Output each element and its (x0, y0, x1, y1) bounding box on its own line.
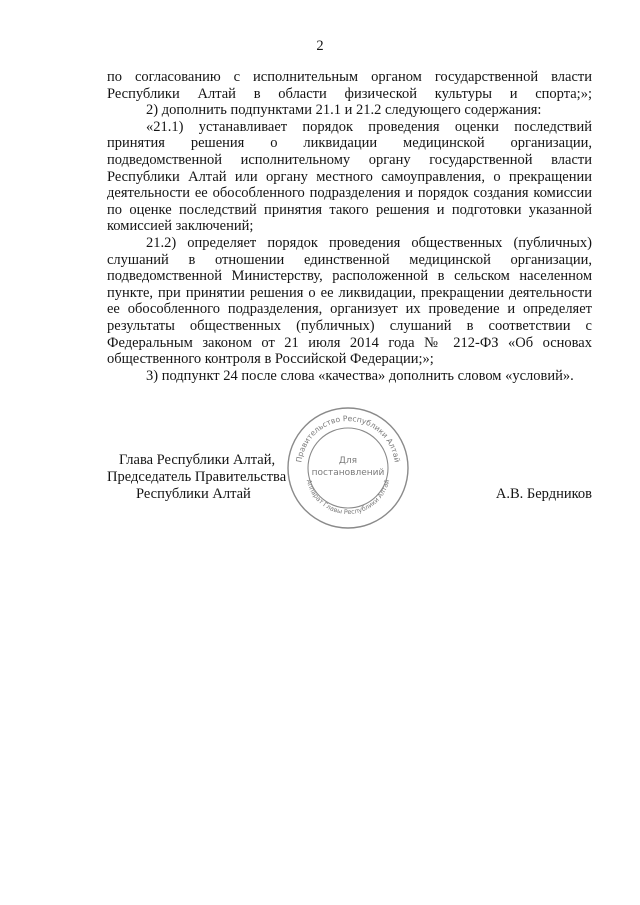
paragraph-item-2: 2) дополнить подпунктами 21.1 и 21.2 следующего содержания: (146, 102, 542, 119)
paragraph-item-3: 3) подпункт 24 после слова «качества» дополнить словом «условий». (146, 367, 574, 384)
paragraph-item-21-2: 21.2) определяет порядок проведения общественных (публичных) слушаний в отношении единственной медицинской организации, подведомственной Министерству, расположенной в сельском населенном пункте, при принятии решения о ее ликвидации, прекращении деятельности ее обособленного подразделения, организует их проведение и определяет результаты общественных (публичных) слушаний в соответствии с Федеральным законом от 21 июля 2014 года № 212-ФЗ «Об основах общественного контроля в Российской Федерации;»; (107, 234, 592, 368)
page-number: 2 (316, 38, 324, 54)
official-stamp (286, 406, 410, 530)
document-body (107, 69, 592, 384)
official-stamp-graphic (286, 406, 410, 530)
signatory-position-line: Председатель Правительства (107, 468, 287, 485)
signatory-name: А.В. Бердников (495, 486, 592, 502)
signatory-position-line: Республики Алтай (136, 485, 251, 502)
stamp-center-text: постановлений (311, 468, 385, 478)
paragraph-item-21-1: «21.1) устанавливает порядок проведения оценки последствий принятия решения о ликвидации медицинской организации, подведомственной исполнительному органу государственной власти Республики Алтай или органу местного самоуправления, о прекращении деятельности ее обособленного подразделения и порядок создания комиссии по оценке последствий принятия такого решения и подготовки указанной комиссией заключений; (107, 118, 592, 235)
stamp-center-text: Для (338, 456, 358, 466)
stamp-ring-text-bottom: Аппарат Главы Республики Алтай (304, 478, 392, 517)
stamp-ring-text-top: Правительство Республики Алтай (294, 413, 402, 464)
signatory-position (107, 452, 286, 502)
signatory-position-line: Глава Республики Алтай, (119, 452, 276, 468)
paragraph-continuation: по согласованию с исполнительным органом государственной власти Республики Алтай в области физической культуры и спорта;»; (107, 69, 592, 102)
